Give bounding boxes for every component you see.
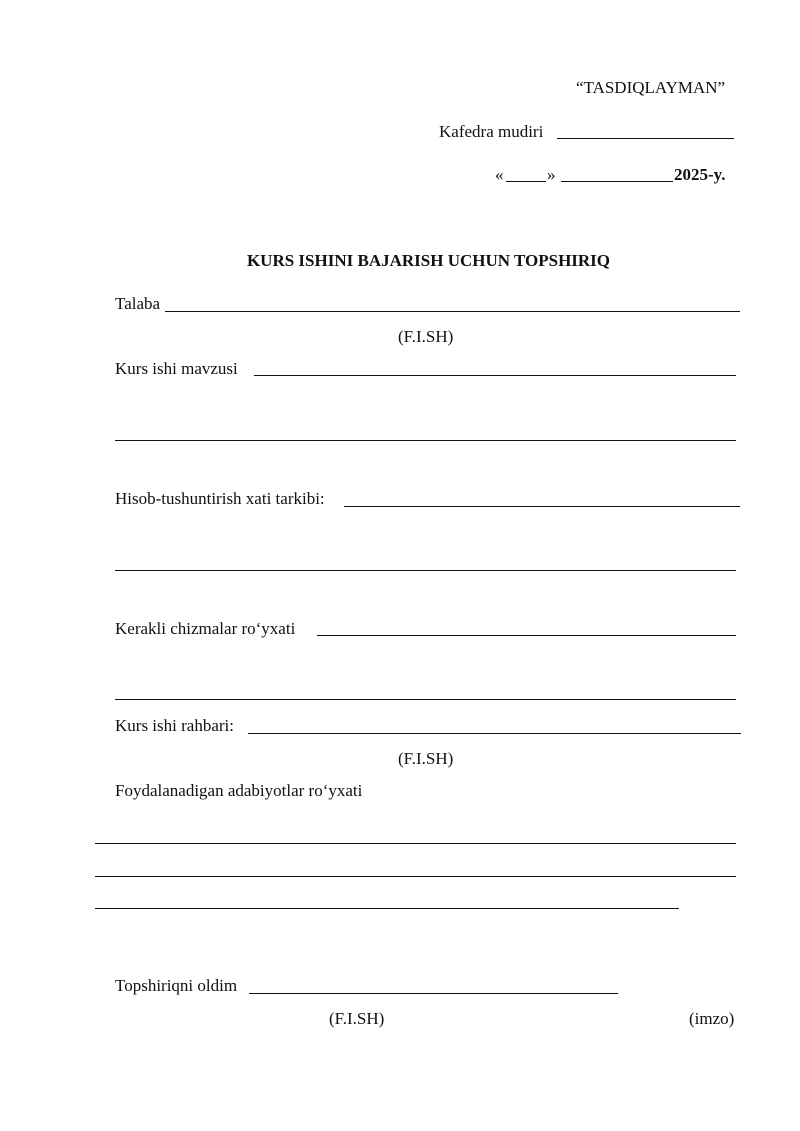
head-of-department-label: Kafedra mudiri [439, 122, 544, 141]
drawings-label: Kerakli chizmalar ro‘yxati [115, 619, 296, 638]
date-month-line[interactable] [561, 181, 673, 182]
supervisor-name-line[interactable] [248, 733, 741, 734]
approval-stamp-text: “TASDIQLAYMAN” [576, 78, 726, 97]
literature-label: Foydalanadigan adabiyotlar ro‘yxati [115, 781, 363, 800]
literature-line-2[interactable] [95, 876, 736, 877]
topic-line-2[interactable] [115, 440, 736, 441]
received-signature-line[interactable] [249, 993, 618, 994]
topic-label: Kurs ishi mavzusi [115, 359, 238, 378]
received-label: Topshiriqni oldim [115, 976, 238, 995]
supervisor-label: Kurs ishi rahbari: [115, 716, 234, 735]
drawings-line-1[interactable] [317, 635, 736, 636]
head-of-department-line[interactable] [557, 138, 734, 139]
student-label: Talaba [115, 294, 161, 313]
student-name-line[interactable] [165, 311, 740, 312]
supervisor-fish-caption: (F.I.SH) [398, 749, 454, 768]
report-composition-line-1[interactable] [344, 506, 740, 507]
report-composition-label: Hisob-tushuntirish xati tarkibi: [115, 489, 325, 508]
topic-line-1[interactable] [254, 375, 736, 376]
literature-line-3[interactable] [95, 908, 679, 909]
report-composition-line-2[interactable] [115, 570, 736, 571]
literature-line-1[interactable] [95, 843, 736, 844]
date-close-quote: » [547, 165, 556, 184]
drawings-line-2[interactable] [115, 699, 736, 700]
date-year: 2025-y. [674, 165, 726, 184]
student-fish-caption: (F.I.SH) [398, 327, 454, 346]
signature-caption: (imzo) [689, 1009, 735, 1028]
date-open-quote: « [495, 165, 504, 184]
document-title: KURS ISHINI BAJARISH UCHUN TOPSHIRIQ [246, 251, 611, 270]
received-fish-caption: (F.I.SH) [329, 1009, 385, 1028]
date-day-line[interactable] [506, 181, 546, 182]
